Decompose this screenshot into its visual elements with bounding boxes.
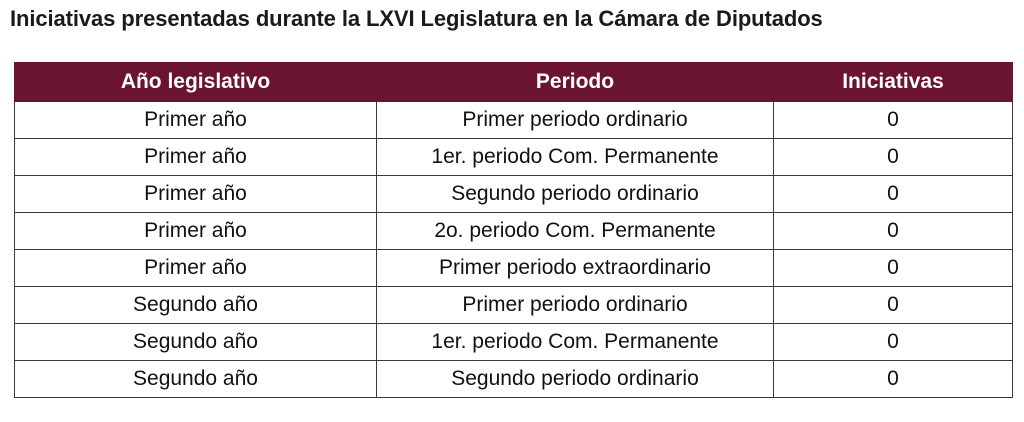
table-header-row [15, 63, 1013, 102]
cell-iniciativas: 0 [774, 176, 1013, 213]
cell-ano-legislativo: Primer año [15, 139, 377, 176]
table-row [15, 213, 1013, 250]
cell-periodo: Segundo periodo ordinario [377, 176, 774, 213]
cell-ano-legislativo: Primer año [15, 102, 377, 139]
table-row [15, 324, 1013, 361]
cell-ano-legislativo: Segundo año [15, 361, 377, 398]
cell-iniciativas: 0 [774, 324, 1013, 361]
column-header-ano-legislativo: Año legislativo [15, 63, 377, 102]
cell-ano-legislativo: Primer año [15, 213, 377, 250]
cell-periodo: Segundo periodo ordinario [377, 361, 774, 398]
cell-iniciativas: 0 [774, 361, 1013, 398]
table-row [15, 361, 1013, 398]
table-row [15, 176, 1013, 213]
table-row [15, 287, 1013, 324]
cell-periodo: Primer periodo extraordinario [377, 250, 774, 287]
cell-ano-legislativo: Primer año [15, 176, 377, 213]
cell-iniciativas: 0 [774, 102, 1013, 139]
table-row [15, 250, 1013, 287]
table-row [15, 102, 1013, 139]
cell-periodo: 1er. periodo Com. Permanente [377, 139, 774, 176]
cell-periodo: Primer periodo ordinario [377, 287, 774, 324]
page-title: Iniciativas presentadas durante la LXVI Legislatura en la Cámara de Diputados [10, 6, 823, 31]
initiatives-table [14, 62, 1013, 398]
cell-ano-legislativo: Segundo año [15, 287, 377, 324]
cell-periodo: 2o. periodo Com. Permanente [377, 213, 774, 250]
table-row [15, 139, 1013, 176]
cell-ano-legislativo: Segundo año [15, 324, 377, 361]
cell-iniciativas: 0 [774, 213, 1013, 250]
column-header-periodo: Periodo [377, 63, 774, 102]
column-header-iniciativas: Iniciativas [774, 63, 1013, 102]
cell-iniciativas: 0 [774, 250, 1013, 287]
cell-periodo: Primer periodo ordinario [377, 102, 774, 139]
cell-periodo: 1er. periodo Com. Permanente [377, 324, 774, 361]
cell-iniciativas: 0 [774, 139, 1013, 176]
cell-iniciativas: 0 [774, 287, 1013, 324]
cell-ano-legislativo: Primer año [15, 250, 377, 287]
